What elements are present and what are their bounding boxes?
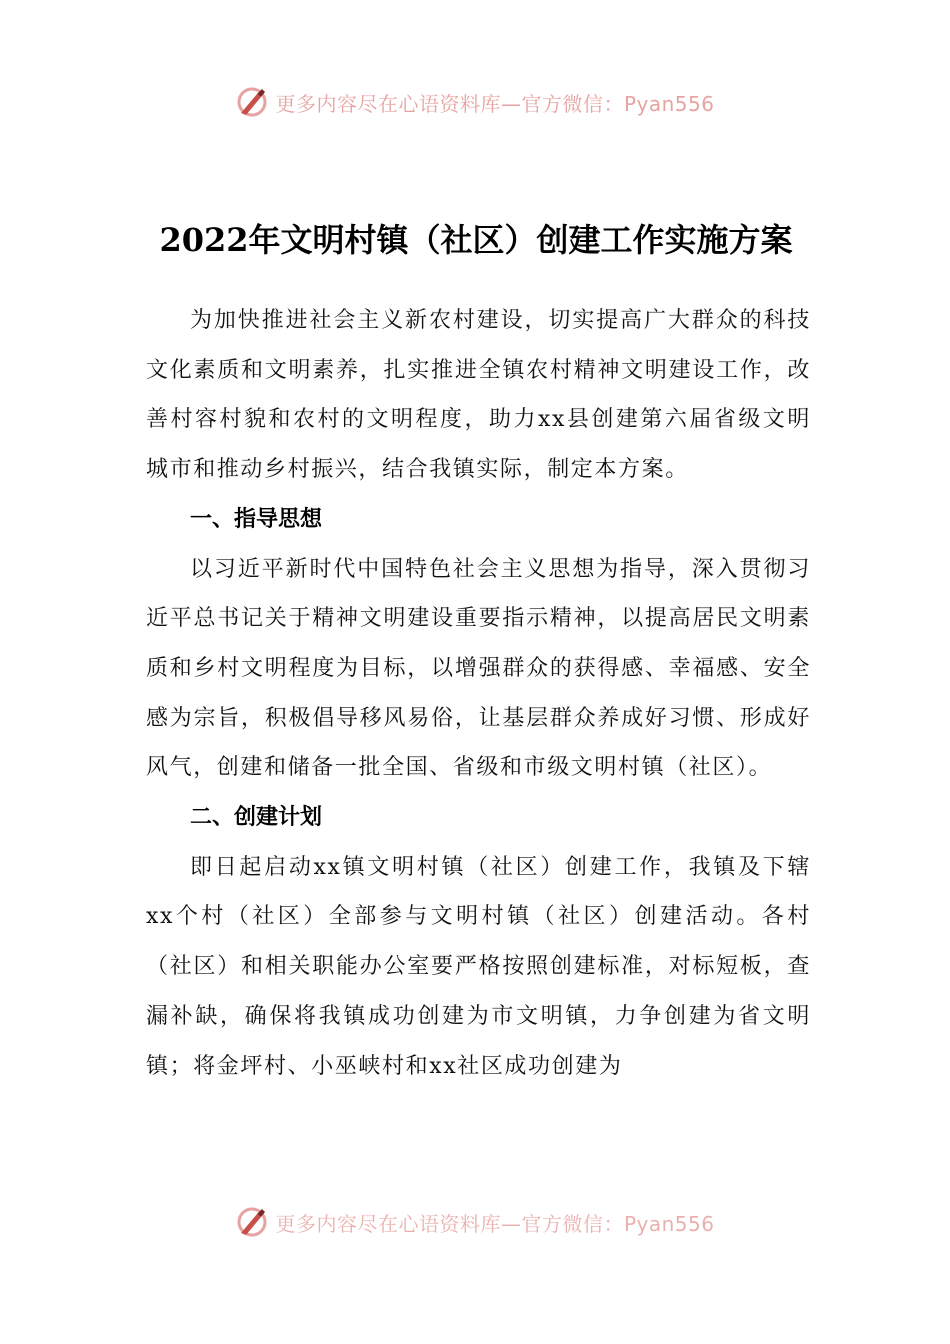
document-body [146, 296, 811, 1091]
section-paragraph: 以习近平新时代中国特色社会主义思想为指导，深入贯彻习近平总书记关于精神文明建设重要指示精神，以提高居民文明素质和乡村文明程度为目标，以增强群众的获得感、幸福感、安全感为宗旨，积极倡导移风易俗，让基层群众养成好习惯、形成好风气，创建和储备一批全国、省级和市级文明村镇（社区）。 [146, 556, 811, 781]
watermark-text: 更多内容尽在心语资料库—官方微信：Pyan556 [275, 91, 715, 116]
pen-circle-logo-icon [235, 85, 269, 119]
section-paragraph: 即日起启动xx镇文明村镇（社区）创建工作，我镇及下辖xx个村（社区）全部参与文明村镇（社区）创建活动。各村（社区）和相关职能办公室要严格按照创建标准，对标短板，查漏补缺，确保将我镇成功创建为市文明镇，力争创建为省文明镇；将金坪村、小巫峡村和xx社区成功创建为 [146, 854, 811, 1079]
header-watermark [0, 82, 950, 122]
document-title: 2022年文明村镇（社区）创建工作实施方案 [159, 221, 793, 260]
section-heading: 二、创建计划 [190, 805, 323, 831]
footer-watermark [0, 1202, 950, 1242]
watermark-text: 更多内容尽在心语资料库—官方微信：Pyan556 [275, 1211, 715, 1236]
section-heading: 一、指导思想 [190, 506, 323, 532]
intro-paragraph: 为加快推进社会主义新农村建设，切实提高广大群众的科技文化素质和文明素养，扎实推进全镇农村精神文明建设工作，改善村容村貌和农村的文明程度，助力xx县创建第六届省级文明城市和推动乡村振兴，结合我镇实际，制定本方案。 [146, 308, 811, 483]
pen-circle-logo-icon [235, 1205, 269, 1239]
